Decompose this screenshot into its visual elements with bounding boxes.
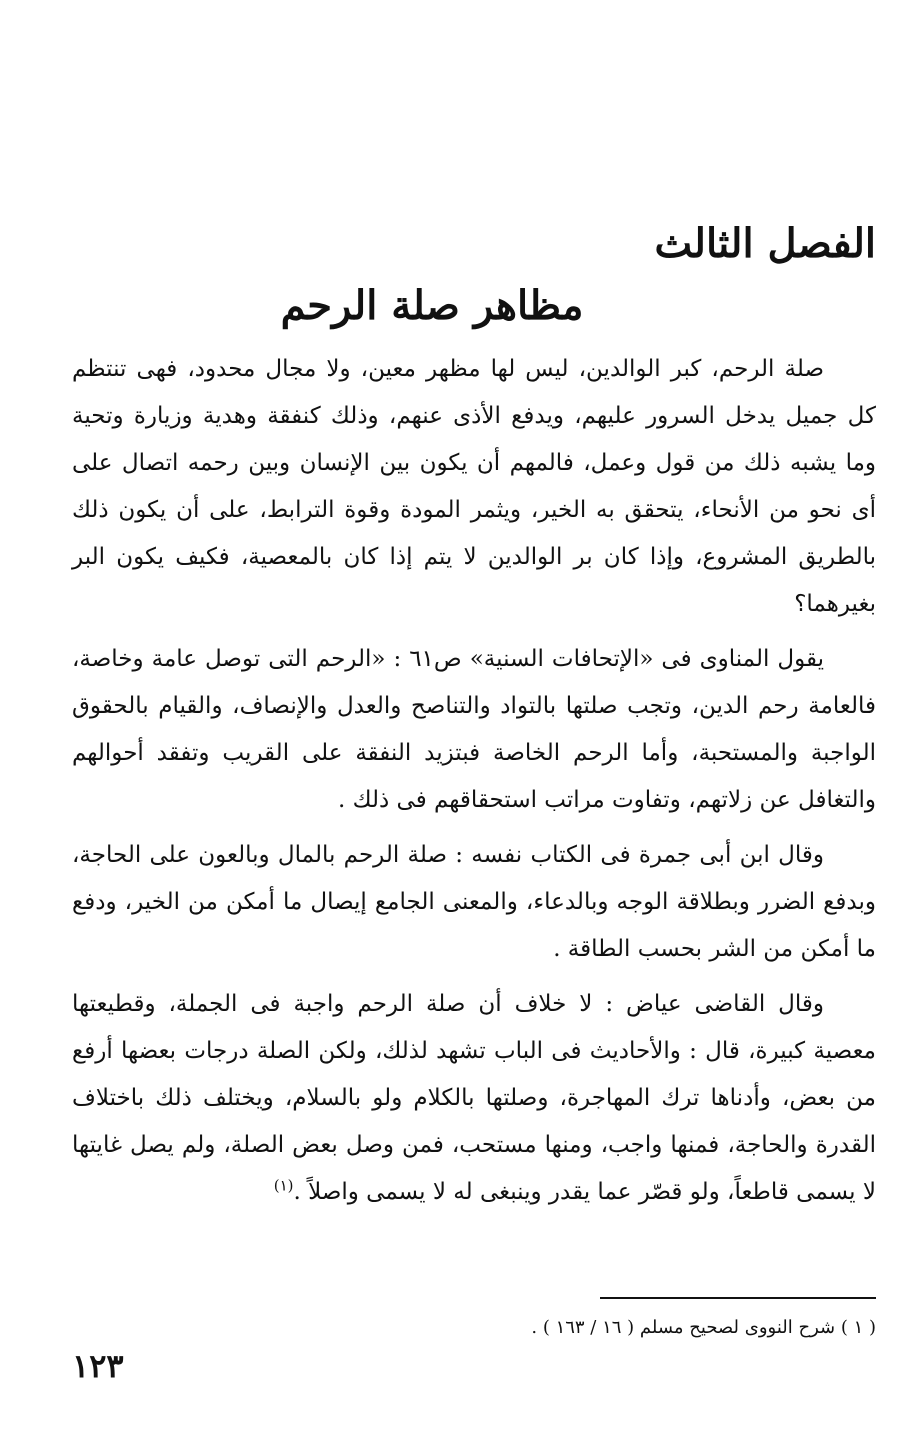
paragraph-3: وقال ابن أبى جمرة فى الكتاب نفسه : صلة الرحم بالمال وبالعون على الحاجة، وبدفع الضرر وبطلاقة الوجه وبالدعاء، والمعنى الجامع إيصال ما أمكن من الخير، ودفع ما أمكن من الشر بحسب الطاقة .	[72, 842, 876, 962]
chapter-heading: الفصل الثالث	[654, 220, 876, 267]
paragraph-1: صلة الرحم، كبر الوالدين، ليس لها مظهر معين، ولا مجال محدود، فهى تنتظم كل جميل يدخل السرور عليهم، ويدفع الأذى عنهم، وذلك كنفقة وهدية وزيارة وتحية وما يشبه ذلك من قول وعمل، فالمهم أن يكون بين الإنسان وبين رحمه اتصال على أى نحو من الأنحاء، يتحقق به الخير، ويثمر المودة وقوة الترابط، على أن يكون ذلك بالطريق المشروع، وإذا كان بر الوالدين لا يتم إذا كان بالمعصية، فكيف يكون البر بغيرهما؟	[72, 356, 876, 617]
body-text	[72, 346, 876, 1224]
paragraph-4	[72, 981, 876, 1216]
page-number: ١٢٣	[72, 1347, 124, 1385]
chapter-title: مظاهر صلة الرحم	[280, 282, 584, 329]
paragraph-2: يقول المناوى فى «الإتحافات السنية» ص٦١ : «الرحم التى توصل عامة وخاصة، فالعامة رحم الدين، وتجب صلتها بالتواد والتناصح والعدل والإنصاف، والقيام بالحقوق الواجبة والمستحبة، وأما الرحم الخاصة فبتزيد النفقة على القريب وتفقد أحوالهم والتغافل عن زلاتهم، وتفاوت مراتب استحقاقهم فى ذلك .	[72, 646, 876, 813]
footnote-divider	[600, 1297, 876, 1299]
footnote: ( ١ ) شرح النووى لصحيح مسلم ( ١٦ / ١٦٣ ) .	[531, 1317, 876, 1338]
footnote-reference: (١)	[273, 1176, 294, 1195]
paragraph-4-text: وقال القاضى عياض : لا خلاف أن صلة الرحم واجبة فى الجملة، وقطيعتها معصية كبيرة، قال : والأحاديث فى الباب تشهد لذلك، ولكن الصلة درجات بعضها أرفع من بعض، وأدناها ترك المهاجرة، وصلتها بالكلام ولو بالسلام، ويختلف ذلك باختلاف القدرة والحاجة، فمنها واجب، ومنها مستحب، فمن وصل بعض الصلة، ولم يصل غايتها لا يسمى قاطعاً، ولو قصّر عما يقدر وينبغى له لا يسمى واصلاً .	[72, 991, 876, 1205]
